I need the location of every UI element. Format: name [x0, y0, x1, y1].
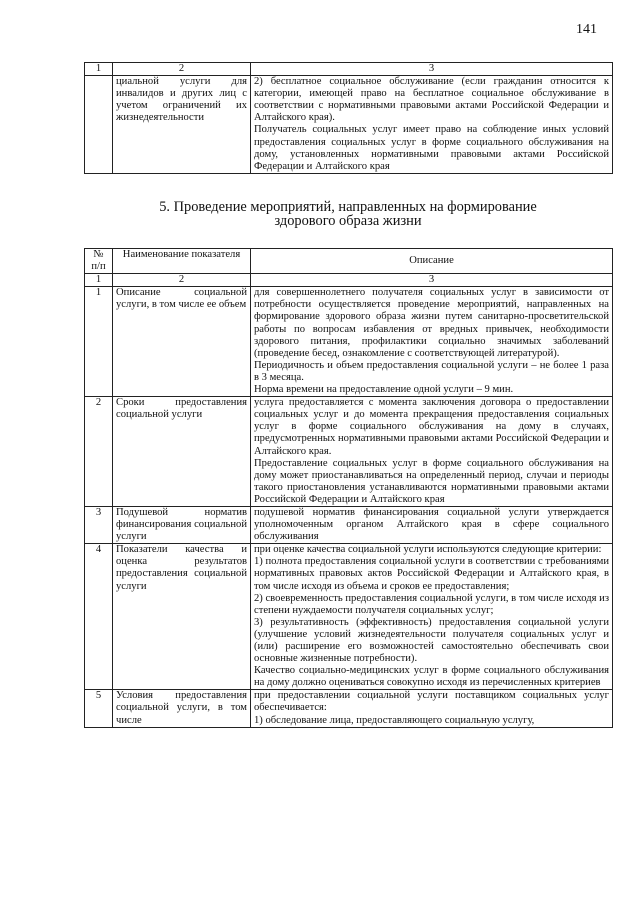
desc-paragraph: 3) результативность (эффективность) предоставления социальной услуги (улучшение условий жизнедеятельности получателя социальных услуг и (или) расширение его возможностей самостоятельно обеспечивать свои основные жизненные потребности).	[254, 616, 609, 665]
table-row	[85, 287, 613, 397]
header-name: Наименование показателя	[113, 249, 251, 274]
service-table	[84, 248, 613, 728]
table-row	[85, 397, 613, 507]
col-number: 1	[85, 63, 113, 76]
num-cell: 5	[85, 690, 113, 727]
col-number: 1	[85, 274, 113, 287]
desc-cell	[251, 76, 613, 174]
column-number-row	[85, 63, 613, 76]
section-title	[84, 200, 612, 228]
name-cell: Сроки предоставления социальной услуги	[113, 397, 251, 507]
section-title-line: 5. Проведение мероприятий, направленных на формирование	[159, 199, 537, 215]
desc-paragraph: 2) бесплатное социальное обслуживание (если гражданин относится к категории, имеющей право на бесплатное социальное обслуживание в соответствии с нормативными правовыми актами Российской Федерации и Алтайского края).	[254, 76, 609, 124]
num-cell: 1	[85, 287, 113, 397]
desc-cell	[251, 690, 613, 727]
desc-paragraph: услуга предоставляется с момента заключения договора о предоставлении социальных услуг и до момента прекращения предоставления социальных услуг в форме социального обслуживания на дому в случаях, предусмотренных нормативными правовыми актами Российской Федерации и Алтайского края.	[254, 397, 609, 457]
desc-paragraph: 1) обследование лица, предоставляющего социальную услугу,	[254, 714, 535, 726]
desc-paragraph: 2) своевременность предоставления социальной услуги, в том числе исходя из степени нуждаемости получателя социальных услуг;	[254, 592, 609, 616]
table-row	[85, 690, 613, 727]
name-cell: Условия предоставления социальной услуги, в том числе	[113, 690, 251, 727]
num-cell: 2	[85, 397, 113, 507]
desc-paragraph: для совершеннолетнего получателя социальных услуг в зависимости от потребности осуществляется проведение мероприятий, направленных на формирование здорового образа жизни путем санитарно-просветительской работы по вопросам избавления от вредных привычек, необходимости здорового питания, профилактики социально значимых заболеваний (проведение бесед, ознакомление с соответствующей литературой).	[254, 287, 609, 359]
table-row	[85, 544, 613, 690]
desc-cell	[251, 397, 613, 507]
num-cell	[85, 76, 113, 174]
num-cell: 3	[85, 506, 113, 543]
desc-cell	[251, 506, 613, 543]
name-cell: Показатели качества и оценка результатов предоставления социальной услуги	[113, 544, 251, 690]
desc-paragraph: Качество социально-медицинских услуг в форме социального обслуживания на дому должно оцениваться совокупно исходя из перечисленных критериев	[254, 665, 609, 689]
col-number: 3	[251, 63, 613, 76]
desc-paragraph: Предоставление социальных услуг в форме социального обслуживания на дому может приостанавливаться на определенный период, случаи и периоды такого приостановления устанавливаются нормативными правовыми актами Российской Федерации и Алтайского края	[254, 457, 609, 505]
desc-paragraph: Получатель социальных услуг имеет право на соблюдение иных условий предоставления социальных услуг в форме социального обслуживания на дому, установленных нормативными правовыми актами Российской Федерации и Алтайского края	[254, 124, 609, 172]
table-row	[85, 76, 613, 174]
header-desc: Описание	[251, 249, 613, 274]
desc-paragraph: при предоставлении социальной услуги поставщиком социальных услуг обеспечивается:	[254, 690, 609, 714]
col-number: 3	[251, 274, 613, 287]
continued-table	[84, 62, 613, 174]
col-number: 2	[113, 274, 251, 287]
desc-paragraph: Периодичность и объем предоставления социальной услуги – не более 1 раза в 3 месяца.	[254, 359, 609, 383]
desc-cell	[251, 287, 613, 397]
col-number: 2	[113, 63, 251, 76]
column-number-row	[85, 274, 613, 287]
name-cell: Описание социальной услуги, в том числе ее объем	[113, 287, 251, 397]
desc-cell	[251, 544, 613, 690]
header-num: № п/п	[85, 249, 113, 274]
name-cell: Подушевой норматив финансирования социальной услуги	[113, 506, 251, 543]
desc-paragraph: Норма времени на предоставление одной услуги – 9 мин.	[254, 384, 514, 396]
header-row	[85, 249, 613, 274]
section-title-line: здорового образа жизни	[274, 213, 422, 229]
num-cell: 4	[85, 544, 113, 690]
name-cell: циальной услуги для инвалидов и других лиц с учетом ограничений их жизнедеятельности	[113, 76, 251, 174]
table-row	[85, 506, 613, 543]
page-number: 141	[576, 22, 597, 37]
desc-paragraph: при оценке качества социальной услуги используются следующие критерии:	[254, 544, 602, 556]
desc-paragraph: подушевой норматив финансирования социальной услуги утверждается уполномоченным органом Алтайского края в сфере социального обслуживания	[254, 506, 609, 543]
desc-paragraph: 1) полнота предоставления социальной услуги в соответствии с требованиями нормативных правовых актов Российской Федерации и Алтайского края, в том числе исходя из объема и сроков ее предоставления;	[254, 556, 609, 592]
